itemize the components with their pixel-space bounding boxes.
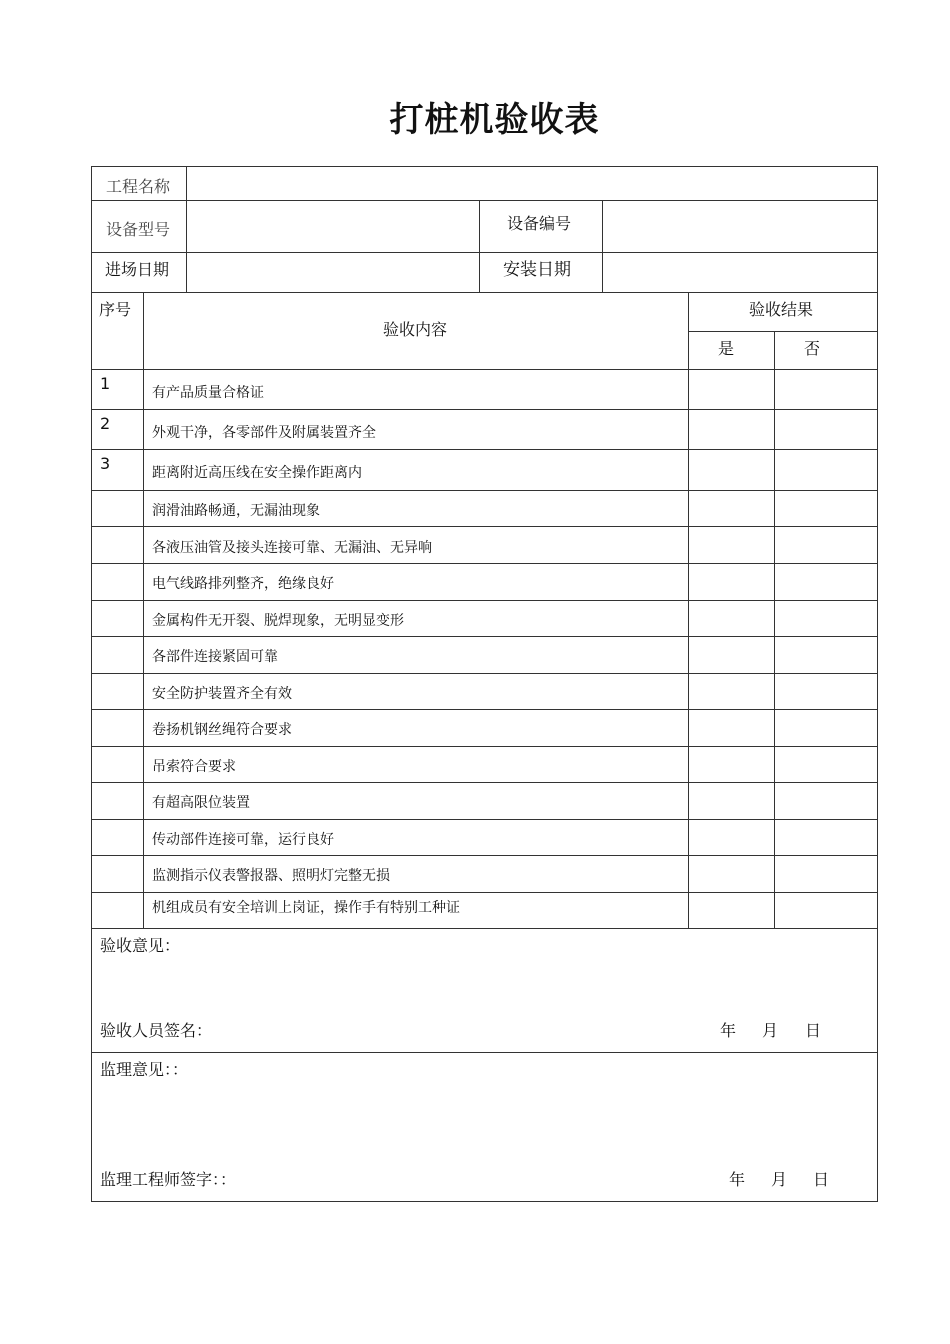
acceptance-opinion-label: 验收意见： (100, 936, 181, 955)
acceptance-signature-label: 验收人员签名： (100, 1021, 213, 1040)
item-text: 外观干净，各零部件及附属装置齐全 (152, 425, 376, 441)
item-text: 各部件连接紧固可靠 (152, 649, 278, 665)
seq-header: 序号 (99, 300, 132, 319)
item-text: 安全防护装置齐全有效 (152, 686, 292, 702)
yes-header: 是 (718, 339, 735, 358)
item-text: 有超高限位装置 (152, 795, 250, 811)
install-date-label: 安装日期 (503, 260, 571, 280)
item-text: 卷扬机钢丝绳符合要求 (152, 722, 292, 738)
supervision-month: 月 (771, 1170, 788, 1189)
acceptance-day: 日 (805, 1021, 822, 1040)
item-text: 监测指示仪表警报器、照明灯完整无损 (152, 868, 390, 884)
supervision-signature-label: 监理工程师签字：： (100, 1170, 237, 1189)
item-text: 距离附近高压线在安全操作距离内 (152, 465, 362, 481)
item-number: 2 (100, 414, 111, 433)
item-number: 1 (100, 374, 111, 393)
content-header: 验收内容 (383, 320, 448, 339)
item-text: 润滑油路畅通，无漏油现象 (152, 503, 320, 519)
acceptance-year: 年 (720, 1021, 737, 1040)
entry-date-label: 进场日期 (105, 260, 170, 279)
supervision-opinion-label: 监理意见：： (100, 1060, 189, 1079)
project-name-label: 工程名称 (106, 177, 171, 196)
supervision-day: 日 (813, 1170, 830, 1189)
item-text: 金属构件无开裂、脱焊现象，无明显变形 (152, 613, 404, 629)
acceptance-month: 月 (762, 1021, 779, 1040)
item-text: 吊索符合要求 (152, 759, 236, 775)
page-title: 打桩机验收表 (389, 100, 600, 140)
equipment-no-label: 设备编号 (507, 214, 572, 233)
item-text: 各液压油管及接头连接可靠、无漏油、无异响 (152, 540, 432, 556)
item-text: 电气线路排列整齐，绝缘良好 (152, 576, 334, 592)
result-header: 验收结果 (749, 300, 814, 319)
item-number: 3 (100, 454, 111, 473)
supervision-year: 年 (729, 1170, 746, 1189)
item-text: 有产品质量合格证 (152, 385, 264, 401)
no-header: 否 (804, 339, 821, 358)
equipment-model-label: 设备型号 (106, 220, 171, 239)
item-text: 机组成员有安全培训上岗证，操作手有特别工种证 (152, 900, 460, 916)
item-text: 传动部件连接可靠，运行良好 (152, 832, 334, 848)
